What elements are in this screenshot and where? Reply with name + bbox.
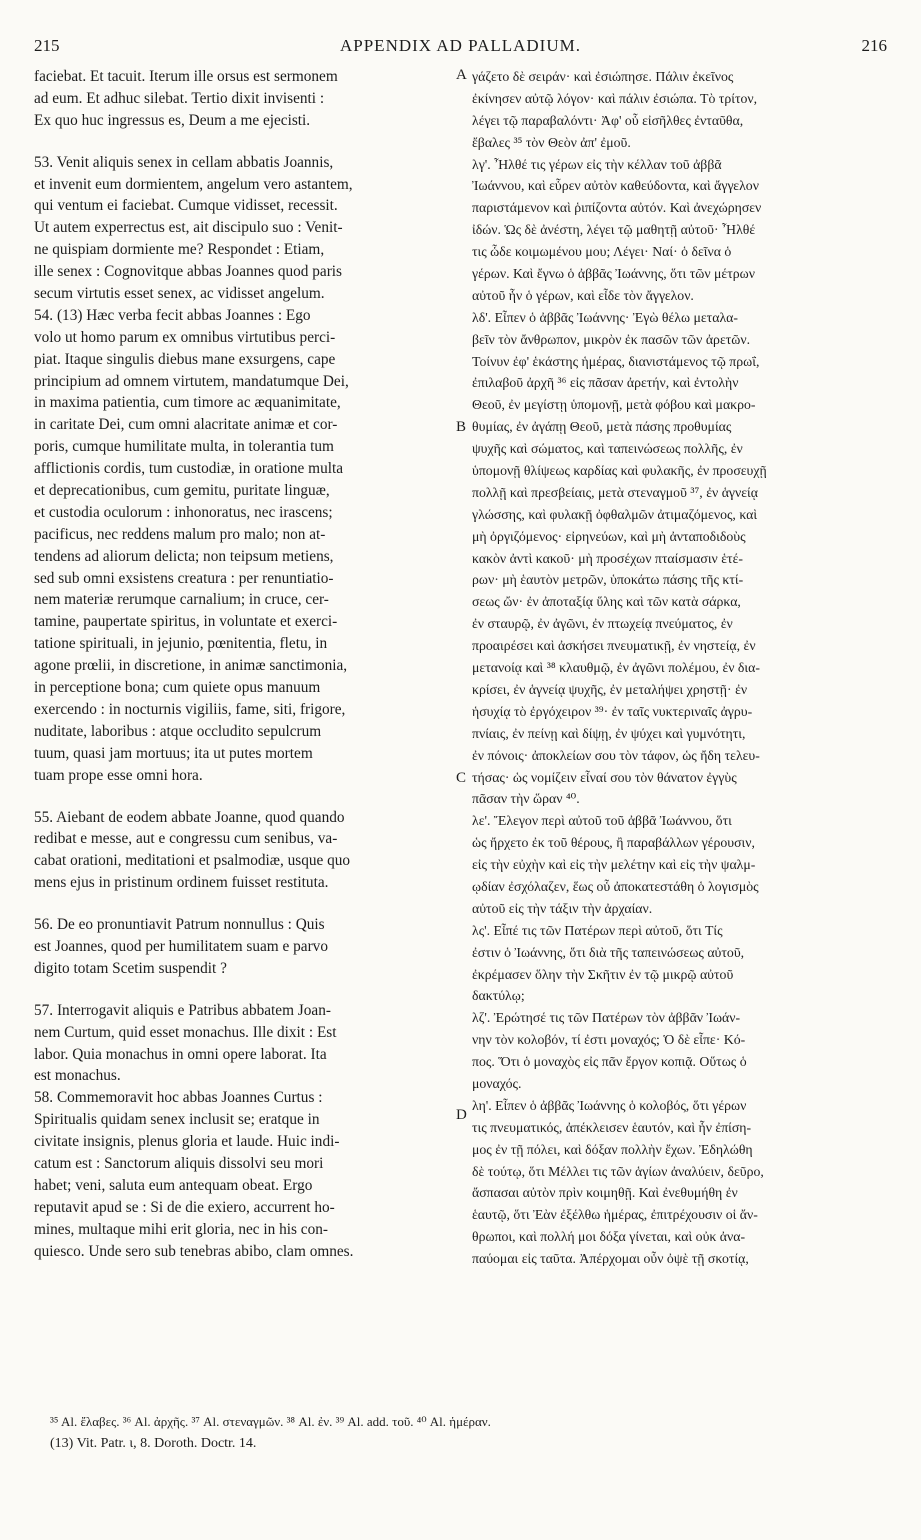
source-footnote: (13) Vit. Patr. ι, 8. Doroth. Doctr. 14. (50, 1436, 257, 1451)
latin-text-line: est monachus. (34, 1067, 121, 1085)
latin-text-line: in maxima patientia, cum timore ac æquanimitate, (34, 394, 341, 412)
greek-text-line: ἐκρέμασεν ὅλην τὴν Σκῆτιν ἐν τῷ μικρῷ αὐτοῦ (472, 966, 734, 982)
latin-text-line: catum est : Sanctorum aliquis dissolvi seu mori (34, 1154, 324, 1172)
latin-text-line: nuditate, laboribus : atque occludito sepulcrum (34, 722, 322, 740)
greek-text-line: γέρων. Καὶ ἔγνω ὁ ἀββᾶς Ἰωάννης, ὅτι τῶν μέτρων (472, 266, 755, 282)
greek-text-line: παριστάμενον καὶ ῥιπίζοντα αὐτόν. Καὶ ἀνεχώρησεν (472, 200, 762, 216)
greek-text-line: πολλῇ καὶ πρεσβείαις, μετὰ στεναγμοῦ ³⁷, ἐν ἁγνείᾳ (472, 484, 758, 500)
latin-text-line: tatione spirituali, in jejunio, pœnitentia, fletu, in (34, 635, 328, 653)
latin-text-line: 57. Interrogavit aliquis e Patribus abbatem Joan- (34, 1001, 331, 1019)
latin-text-line: labor. Quia monachus in omni opere laborat. Ita (34, 1045, 327, 1063)
latin-text-line: in caritate Dei, cum omni alacritate animæ et cor- (34, 416, 338, 434)
column-marker-c: C (456, 770, 467, 786)
latin-text-line: volo ut homo parum ex omnibus virtutibus perci- (34, 328, 336, 346)
greek-text-line: ἡσυχίᾳ τὸ ἐργόχειρον ³⁹· ἐν ταῖς νυκτεριναῖς ἀγρυ- (472, 703, 753, 719)
latin-text-line: civitate insignis, plenus gloria et laude. Huic indi- (34, 1133, 340, 1151)
greek-text-line: ἐν πόνοις· ἀποκλείων σου τὸν τάφον, ὡς ἤδη τελευ- (472, 747, 760, 763)
latin-text-line: 54. (13) Hæc verba fecit abbas Joannes : Ego (34, 306, 311, 324)
latin-text-line: tamine, paupertate spiritus, in voluntate et exerci- (34, 613, 338, 631)
variant-footnotes: ³⁵ Al. ἔλαβες. ³⁶ Al. ἀρχῆς. ³⁷ Al. στεναγμῶν. ³⁸ Al. ἐν. ³⁹ Al. add. τοῦ. ⁴⁰ Al. ἡμέραν. (50, 1414, 491, 1429)
latin-text-line: habet; veni, saluta eum antequam obeat. Ergo (34, 1176, 313, 1194)
latin-text-line: in perceptione bona; cum quiete opus manuum (34, 679, 321, 697)
latin-text-line: secum virtutis esset senex, ac vidisset angelum. (34, 285, 325, 303)
latin-text-line: Ut autem experrectus est, ait discipulo suo : Venit- (34, 219, 343, 237)
greek-text-line: πνίαις, ἐν πείνῃ καὶ δίψῃ, ἐν ψύχει καὶ γυμνότητι, (472, 725, 746, 741)
latin-text-line: mines, multaque mihi erit gloria, nec in his con- (34, 1220, 328, 1238)
greek-text-line: ψυχῆς καὶ σώματος, καὶ ταπεινώσεως πολλῆς, ἐν (472, 441, 743, 457)
running-title: APPENDIX AD PALLADIUM. (340, 36, 581, 55)
latin-column (34, 66, 454, 1262)
latin-text-line: ad eum. Et adhuc silebat. Tertio dixit invisenti : (34, 89, 325, 107)
greek-text-line: κρίσει, ἐν ἁγνείᾳ ψυχῆς, ἐν μεταλήψει χρηστῇ· ἐν (472, 681, 748, 697)
greek-text-line: λζ'. Ἐρώτησέ τις τῶν Πατέρων τὸν ἀββᾶν Ἰωάν- (472, 1010, 741, 1026)
latin-text-line: tuam prope esse omni hora. (34, 766, 203, 784)
paragraph-gap (34, 132, 454, 152)
greek-text-line: Ἰωάννου, καὶ εὗρεν αὐτὸν καθεύδοντα, καὶ ἄγγελον (472, 178, 759, 194)
latin-text-line: pacificus, nec reddens malum pro malo; non at- (34, 525, 326, 543)
latin-text-line: tuum, quasi jam mortuus; ita ut putes mortem (34, 744, 313, 762)
latin-text-line: Ex quo huc ingressus es, Deum a me ejecisti. (34, 111, 311, 129)
greek-text-line: δακτύλῳ; (472, 988, 525, 1004)
greek-text-line: γάζετο δὲ σειράν· καὶ ἐσιώπησε. Πάλιν ἐκεῖνος (472, 69, 734, 84)
latin-text-line: et custodia oculorum : inhonoratus, nec irascens; (34, 503, 333, 521)
latin-text-line: sed sub omni exsistens creatura : per renuntiatio- (34, 569, 334, 587)
greek-text-line: μὴ ὀργιζόμενος· εἰρηνεύων, καὶ μὴ ἀνταποδιδοὺς (472, 528, 746, 544)
latin-text-line: ne quispiam dormiente me? Respondet : Etiam, (34, 241, 325, 259)
greek-text-line: ὡς ἤρχετο ἐκ τοῦ θέρους, ἢ παραβάλλων γέρουσιν, (472, 835, 755, 851)
latin-text-line: faciebat. Et tacuit. Iterum ille orsus est sermonem (34, 68, 338, 85)
greek-text-line: Τοίνυν ἐφ' ἑκάστης ἡμέρας, διανιστάμενος τῷ πρωΐ, (472, 353, 760, 369)
greek-text-line: σεως ὤν· ἐν ἀποταξίᾳ ὕλης καὶ τῶν κατὰ σάρκα, (472, 594, 741, 610)
greek-text-line: λη'. Εἶπεν ὁ ἀββᾶς Ἰωάννης ὁ κολοβός, ὅτι γέρων (472, 1097, 747, 1113)
greek-text-line: τήσας· ὡς νομίζειν εἶναί σου τὸν θάνατον ἐγγὺς (472, 769, 737, 785)
greek-text-line: δὲ τούτῳ, ὅτι Μέλλει τις τῶν ἁγίων ἀναλύειν, δεῦρο, (472, 1163, 764, 1179)
latin-text-line: reputavit apud se : Si de die exiero, accurrent ho- (34, 1198, 335, 1216)
greek-text-line: ῳδίαν ἐσχόλαζεν, ἕως οὗ ἀποκατεστάθη ὁ λογισμὸς (472, 878, 759, 894)
page-number-left: 215 (34, 36, 60, 55)
latin-text-line: principium ad omnem virtutem, mandatumque Dei, (34, 372, 349, 390)
greek-text-line: κακὸν ἀντὶ κακοῦ· μὴ προσέχων πταίσμασιν ἑτέ- (472, 550, 743, 566)
latin-text-line: nem materiæ rerumque carnalium; in cruce, cer- (34, 591, 329, 609)
column-marker-b: B (456, 419, 467, 435)
greek-text-line: αὐτοῦ ἦν ὁ γέρων, καὶ εἶδε τὸν ἄγγελον. (472, 287, 694, 303)
latin-text-line: tendens ad aliorum delicta; non teipsum metiens, (34, 547, 334, 565)
greek-text-line: ρων· μὴ ἑαυτὸν μετρῶν, ὑποκάτω πάσης τῆς κτί- (472, 572, 744, 588)
greek-text-line: αὐτοῦ εἰς τὴν τάξιν τὴν ἀρχαίαν. (472, 900, 653, 916)
latin-text-line: mens ejus in pristinum ordinem fuisset restituta. (34, 874, 329, 892)
greek-text-line: ὑπομονῇ θλίψεως καρδίας καὶ φυλακῆς, ἐν προσευχῇ (472, 463, 767, 479)
greek-text-line: βεῖν τὸν ἄνθρωπον, μικρὸν ἐκ πασῶν τῶν ἀρετῶν. (472, 331, 751, 347)
latin-text-line: 53. Venit aliquis senex in cellam abbatis Joannis, (34, 153, 334, 171)
page-number-right: 216 (861, 36, 887, 55)
greek-text-line: λς'. Εἶπέ τις τῶν Πατέρων περὶ αὐτοῦ, ὅτι Τίς (472, 922, 723, 938)
greek-text-line: ἐκίνησεν αὐτῷ λόγον· καὶ πάλιν ἐσιώπα. Τὸ τρίτον, (472, 90, 758, 106)
latin-text-line: 55. Aiebant de eodem abbate Joanne, quod quando (34, 808, 345, 826)
greek-text-line: παύομαι εἰς ταῦτα. Ἀπέρχομαι οὖν ὀψὲ τῇ σκοτίᾳ, (472, 1251, 749, 1267)
greek-text-line: νην τὸν κολοβόν, τί ἐστι μοναχός; Ὁ δὲ εἶπε· Κό- (472, 1032, 746, 1048)
greek-text-line: ἄσπασαι αὐτὸν πρὶν κοιμηθῇ. Καὶ ἐνεθυμήθη ἐν (472, 1185, 738, 1201)
latin-text-line: digito totam Scetim suspendit ? (34, 959, 227, 977)
latin-text-line: et invenit eum dormientem, angelum vero astantem, (34, 175, 353, 193)
latin-text-line: poris, cumque humilitate multa, in tolerantia tum (34, 438, 334, 456)
greek-text-line: λέγει τῷ παραβαλόντι· Ἀφ' οὗ εἰσῆλθες ἐνταῦθα, (472, 112, 744, 128)
greek-text-line: ἐστιν ὁ Ἰωάννης, ὅτι διὰ τῆς ταπεινώσεως αὐτοῦ, (472, 944, 745, 960)
latin-text-line: exercendo : in nocturnis vigiliis, fame, siti, frigore, (34, 700, 346, 718)
greek-text-line: θυμίας, ἐν ἀγάπῃ Θεοῦ, μετὰ πάσης προθυμίας (472, 419, 732, 435)
greek-text-line: ἔβαλες ³⁵ τὸν Θεὸν ἀπ' ἐμοῦ. (472, 134, 631, 150)
column-marker-d: D (456, 1107, 467, 1123)
greek-text-line: ἐπιλαβοῦ ἀρχῆ ³⁶ εἰς πᾶσαν ἀρετήν, καὶ ἐντολὴν (472, 375, 739, 391)
latin-text-line: et deprecationibus, cum gemitu, puritate linguæ, (34, 482, 330, 500)
greek-text-line: πος. Ὅτι ὁ μοναχὸς εἰς πᾶν ἔργον κοπιᾷ. Οὕτως ὁ (472, 1054, 747, 1070)
paragraph-gap (34, 980, 454, 1000)
greek-text-line: Θεοῦ, ἐν μεγίστῃ ὑπομονῇ, μετὰ φόβου καὶ μακρο- (472, 397, 756, 413)
greek-text-line: μοναχός. (472, 1075, 522, 1091)
latin-text-line: 56. De eo pronuntiavit Patrum nonnullus : Quis (34, 916, 325, 934)
greek-text-line: ἰδών. Ὡς δὲ ἀνέστη, λέγει τῷ μαθητῇ αὐτοῦ· Ἦλθέ (472, 222, 756, 238)
paragraph-gap (34, 787, 454, 807)
latin-text-line: qui ventum ei faciebat. Cumque vidisset, recessit. (34, 197, 338, 215)
column-marker-a: A (456, 67, 467, 83)
latin-text-line: cabat orationi, meditationi et psalmodiæ, usque quo (34, 852, 351, 870)
greek-text-line: μετανοίᾳ καὶ ³⁸ κλαυθμῷ, ἐν ἀγῶνι πολέμου, ἐν δια- (472, 660, 760, 676)
paragraph-gap (34, 894, 454, 914)
greek-text-line: μος ἐν τῇ πόλει, καὶ δόξαν πολλὴν ἔχων. Ἐδηλώθη (472, 1141, 753, 1157)
greek-text-line: τις ὧδε κοιμωμένου μου; Λέγει· Ναί· ὁ δεῖνα ὁ (472, 244, 732, 260)
latin-text-line: afflictionis cordis, tum custodiæ, in oratione multa (34, 460, 344, 478)
greek-text-line: θρωποι, καὶ πολλή μοι δόξα γίνεται, καὶ οὐκ ἀνα- (472, 1229, 746, 1245)
greek-text-line: γλώσσης, καὶ φυλακῇ ὀφθαλμῶν ἀτιμαζόμενος, καὶ (472, 506, 758, 522)
latin-text-line: 58. Commemoravit hoc abbas Joannes Curtus : (34, 1089, 323, 1107)
greek-text-line: εἰς τὴν εὐχὴν καὶ εἰς τὴν μελέτην καὶ εἰς τὴν ψαλμ- (472, 857, 756, 873)
greek-column (472, 66, 892, 1270)
greek-text-line: ἐν σταυρῷ, ἐν ἀγῶνι, ἐν πτωχείᾳ πνεύματος, ἐν (472, 616, 733, 632)
latin-text-line: redibat e messe, aut e congressu cum senibus, va- (34, 830, 338, 848)
greek-text-line: τις πνευματικός, ἀπέκλεισεν ἑαυτόν, καὶ ἦν ἐπίση- (472, 1119, 752, 1135)
latin-text-line: est Joannes, quod per humilitatem suam e parvo (34, 937, 328, 955)
running-header (0, 36, 921, 60)
latin-text-line: agone prœlii, in discretione, in animæ sanctimonia, (34, 657, 348, 675)
greek-text-line: λδ'. Εἶπεν ὁ ἀββᾶς Ἰωάννης· Ἐγὼ θέλω μεταλα- (472, 309, 738, 325)
greek-text-line: λε'. Ἔλεγον περὶ αὐτοῦ τοῦ ἀββᾶ Ἰωάννου, ὅτι (472, 813, 732, 829)
greek-text-line: πᾶσαν τὴν ὥραν ⁴⁰. (472, 791, 580, 807)
greek-text-line: λγ'. Ἦλθέ τις γέρων εἰς τὴν κέλλαν τοῦ ἀββᾶ (472, 156, 722, 172)
latin-text-line: nem Curtum, quid esset monachus. Ille dixit : Est (34, 1023, 337, 1041)
latin-text-line: Spiritualis quidam senex inclusit se; eratque in (34, 1111, 320, 1129)
greek-text-line: ἑαυτῷ, ὅτι Ἐὰν ἐξέλθω ἡμέρας, ἐπιτρέχουσιν οἱ ἄν- (472, 1207, 758, 1223)
greek-text-line: προαιρέσει καὶ ἀσκήσει πνευματικῇ, ἐν νηστείᾳ, ἐν (472, 638, 756, 654)
latin-text-line: quiesco. Unde sero sub tenebras abibo, clam omnes. (34, 1242, 354, 1260)
latin-text-line: piat. Itaque singulis diebus mane exsurgens, cape (34, 350, 336, 368)
latin-text-line: ille senex : Cognovitque abbas Joannes quod paris (34, 263, 343, 281)
